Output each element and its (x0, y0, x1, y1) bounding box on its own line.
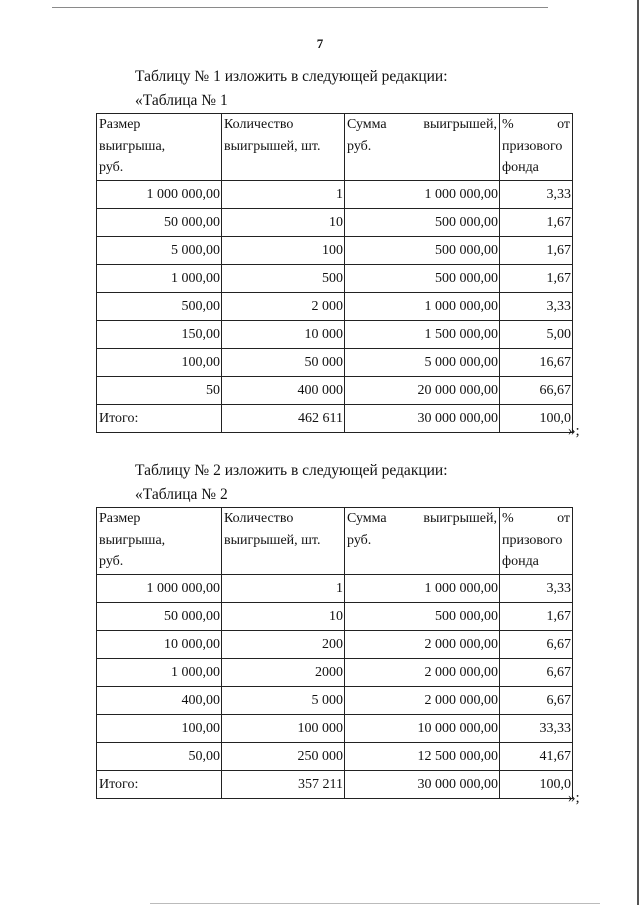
table-row (97, 743, 573, 771)
table-cell: 1 500 000,00 (345, 321, 500, 349)
table-cell: 20 000 000,00 (345, 377, 500, 405)
table-row (97, 715, 573, 743)
table-row (97, 181, 573, 209)
table1-caption: «Таблица № 1 (135, 92, 228, 109)
table-cell: 10 (222, 209, 345, 237)
table-cell: 3,33 (500, 181, 573, 209)
table-row (97, 237, 573, 265)
bottom-rule (150, 903, 600, 904)
table-cell: 400,00 (97, 687, 222, 715)
table1-header-count (222, 114, 345, 181)
table-cell: 1 000,00 (97, 265, 222, 293)
table-cell: 41,67 (500, 743, 573, 771)
table-cell: 6,67 (500, 631, 573, 659)
table-row (97, 209, 573, 237)
header-text: Сумма (347, 117, 387, 132)
table2-header-row (97, 508, 573, 575)
table-cell: 50 000,00 (97, 603, 222, 631)
table-cell: 200 (222, 631, 345, 659)
table-cell: 250 000 (222, 743, 345, 771)
table-cell: 150,00 (97, 321, 222, 349)
table-cell: 1,67 (500, 237, 573, 265)
table-cell: 100,0 (500, 405, 573, 433)
table-row (97, 631, 573, 659)
table1-header-row (97, 114, 573, 181)
page-number: 7 (316, 36, 324, 51)
header-text: Размер (99, 511, 141, 526)
header-text: фонда (502, 160, 539, 176)
header-text: Количество (224, 117, 294, 132)
table2-header-count (222, 508, 345, 575)
table-row (97, 293, 573, 321)
table-cell: 1 000 000,00 (345, 181, 500, 209)
table-cell: 1,67 (500, 265, 573, 293)
table-cell: 1,67 (500, 603, 573, 631)
header-text: Размер (99, 117, 141, 132)
table1-total-row (97, 405, 573, 433)
table2-total-row (97, 771, 573, 799)
table-cell: 1,67 (500, 209, 573, 237)
table-cell: 6,67 (500, 659, 573, 687)
table-row (97, 575, 573, 603)
table-cell: 12 500 000,00 (345, 743, 500, 771)
table-cell: 357 211 (222, 771, 345, 799)
table-cell: 500 000,00 (345, 237, 500, 265)
header-text: руб. (347, 532, 372, 548)
table2-closing-quote: »; (568, 790, 580, 806)
table-cell: 100 000 (222, 715, 345, 743)
header-text: выигрышей, (423, 511, 497, 526)
header-text: от (557, 117, 570, 132)
table-cell: 100,00 (97, 715, 222, 743)
header-text: выигрышей, (423, 117, 497, 132)
header-text: руб. (99, 160, 124, 176)
table2-intro: Таблицу № 2 изложить в следующей редакции: (135, 462, 448, 479)
table-cell: 2 000 000,00 (345, 687, 500, 715)
header-text: фонда (502, 554, 539, 570)
total-label: Итого: (97, 405, 222, 433)
header-text: от (557, 511, 570, 526)
header-text: Количество (224, 511, 294, 526)
header-text: % (502, 117, 514, 132)
table1-header-percent (500, 114, 573, 181)
table1-closing-quote: »; (568, 423, 580, 439)
table-row (97, 659, 573, 687)
table-cell: 2 000 000,00 (345, 659, 500, 687)
table-cell: 10 000 000,00 (345, 715, 500, 743)
header-text: выигрыша, (99, 138, 166, 154)
table-cell: 33,33 (500, 715, 573, 743)
table2-header-percent (500, 508, 573, 575)
table-cell: 3,33 (500, 293, 573, 321)
table-cell: 1 000 000,00 (345, 575, 500, 603)
table-cell: 66,67 (500, 377, 573, 405)
total-label: Итого: (97, 771, 222, 799)
table-cell: 1 000 000,00 (97, 575, 222, 603)
table-cell: 1 (222, 181, 345, 209)
table-cell: 2 000 000,00 (345, 631, 500, 659)
table1-intro: Таблицу № 1 изложить в следующей редакции: (135, 68, 448, 85)
table-cell: 50,00 (97, 743, 222, 771)
table-cell: 50 (97, 377, 222, 405)
table-cell: 30 000 000,00 (345, 771, 500, 799)
table-cell: 6,67 (500, 687, 573, 715)
table-cell: 5,00 (500, 321, 573, 349)
table-cell: 1 000 000,00 (345, 293, 500, 321)
table-cell: 500 (222, 265, 345, 293)
table-cell: 5 000 (222, 687, 345, 715)
table1-header-sum (345, 114, 500, 181)
table-cell: 3,33 (500, 575, 573, 603)
table-cell: 1 000,00 (97, 659, 222, 687)
table-row (97, 687, 573, 715)
top-rule (52, 7, 548, 8)
table-cell: 500,00 (97, 293, 222, 321)
table-cell: 100 (222, 237, 345, 265)
table-cell: 400 000 (222, 377, 345, 405)
table-row (97, 265, 573, 293)
table-cell: 2000 (222, 659, 345, 687)
header-text: выигрышей, шт. (224, 138, 321, 154)
header-text: руб. (99, 554, 124, 570)
table-row (97, 377, 573, 405)
table2-header-sum (345, 508, 500, 575)
table-cell: 500 000,00 (345, 265, 500, 293)
table2-caption: «Таблица № 2 (135, 486, 228, 503)
table-cell: 50 000,00 (97, 209, 222, 237)
table-cell: 462 611 (222, 405, 345, 433)
table-cell: 10 (222, 603, 345, 631)
table-cell: 500 000,00 (345, 209, 500, 237)
table2-header-size (97, 508, 222, 575)
table-cell: 2 000 (222, 293, 345, 321)
table-row (97, 349, 573, 377)
table-row (97, 603, 573, 631)
table-cell: 100,0 (500, 771, 573, 799)
table1 (96, 113, 573, 433)
right-edge-rule (637, 0, 639, 905)
table2 (96, 507, 573, 799)
header-text: призового (502, 532, 563, 548)
table-cell: 10 000 (222, 321, 345, 349)
header-text: выигрыша, (99, 532, 166, 548)
table-cell: 5 000 000,00 (345, 349, 500, 377)
header-text: % (502, 511, 514, 526)
table-cell: 30 000 000,00 (345, 405, 500, 433)
table-cell: 1 (222, 575, 345, 603)
table-cell: 1 000 000,00 (97, 181, 222, 209)
table1-header-size (97, 114, 222, 181)
table-row (97, 321, 573, 349)
header-text: выигрышей, шт. (224, 532, 321, 548)
header-text: Сумма (347, 511, 387, 526)
table-cell: 16,67 (500, 349, 573, 377)
header-text: руб. (347, 138, 372, 154)
table-cell: 500 000,00 (345, 603, 500, 631)
header-text: призового (502, 138, 563, 154)
table-cell: 5 000,00 (97, 237, 222, 265)
table-cell: 50 000 (222, 349, 345, 377)
table-cell: 100,00 (97, 349, 222, 377)
table-cell: 10 000,00 (97, 631, 222, 659)
